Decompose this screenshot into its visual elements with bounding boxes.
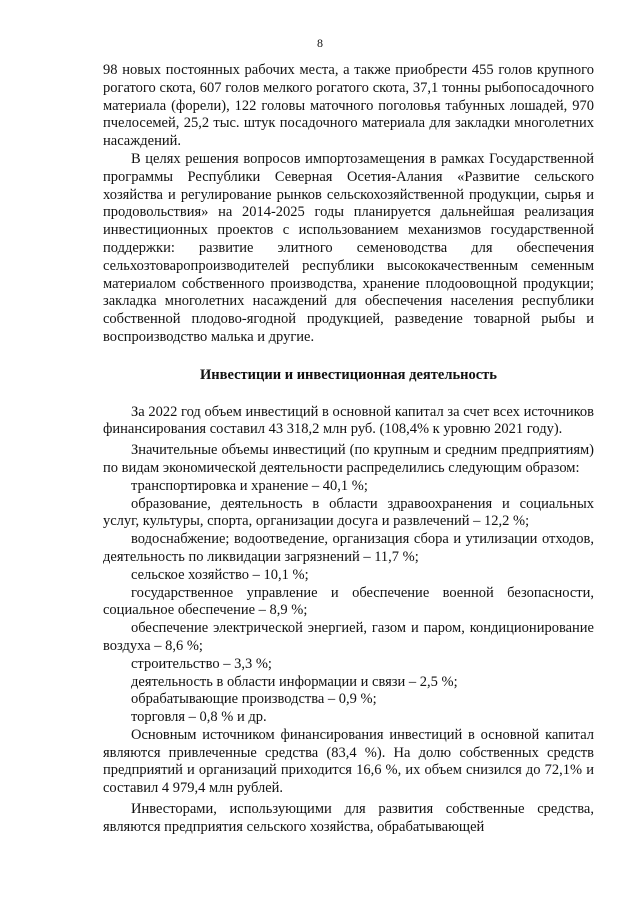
list-item: обеспечение электрической энергией, газом и паром, кондиционирование воздуха – 8,6 %; <box>103 620 594 654</box>
document-body <box>103 62 594 837</box>
paragraph-investors: Инвесторами, использующими для развития собственные средства, являются предприятия сельского хозяйства, обрабатывающей <box>103 801 594 835</box>
list-item: строительство – 3,3 %; <box>131 655 272 672</box>
paragraph-investment-volume: За 2022 год объем инвестиций в основной капитал за счет всех источников финансирования составил 43 318,2 млн руб. (108,4% к уровню 2021 году). <box>103 403 594 438</box>
list-item: деятельность в области информации и связи – 2,5 %; <box>131 673 458 690</box>
list-item: обрабатывающие производства – 0,9 %; <box>131 691 377 708</box>
list-item: транспортировка и хранение – 40,1 %; <box>131 477 368 494</box>
section-heading: Инвестиции и инвестиционная деятельность <box>200 366 497 383</box>
paragraph-import-substitution: В целях решения вопросов импортозамещения в рамках Государственной программы Республики Северная Осетия-Алания «Развитие сельского хозяйства и регулирование рынков сельскохозяйственной продукции, сырья и продовольствия» на 2014-2025 годы планируется дальнейшая реализация инвестиционных проектов с использованием механизмов государственной поддержки: развитие элитного семеноводства для обеспечения сельхозтоваропроизводителей республики высококачественным семенным материалом собственного производства, хранение плодоовощной продукции; закладка многолетних насаждений для обеспечения населения республики собственной плодово-ягодной продукцией, разведение товарной рыбы и воспроизводство малька и другие. <box>103 150 594 345</box>
list-item: государственное управление и обеспечение военной безопасности, социальное обеспечение – 8,9 %; <box>103 584 594 619</box>
list-item: сельское хозяйство – 10,1 %; <box>131 566 309 583</box>
list-item: водоснабжение; водоотведение, организация сбора и утилизации отходов, деятельность по ликвидации загрязнений – 11,7 %; <box>103 531 594 565</box>
paragraph-livestock-results: 98 новых постоянных рабочих места, а также приобрести 455 голов крупного рогатого скота, 607 голов мелкого рогатого скота, 37,1 тонны рыбопосадочного материала (форели), 122 головы маточного поголовья табунных лошадей, 970 пчелосемей, 25,2 тыс. штук посадочного материала для закладки многолетних насаждений. <box>103 62 594 150</box>
page-number: 8 <box>317 36 323 50</box>
paragraph-investment-distribution: Значительные объемы инвестиций (по крупным и средним предприятиям) по видам экономической деятельности распределились следующим образом: <box>103 442 594 476</box>
list-item: образование, деятельность в области здравоохранения и социальных услуг, культуры, спорта, организации досуга и развлечений – 12,2 %; <box>103 495 594 530</box>
paragraph-financing-sources: Основным источником финансирования инвестиций в основной капитал являются привлеченные средства (83,4 %). На долю собственных средств предприятий и организаций приходится 16,6 %, их объем снизился до 72,1% и составил 4 979,4 млн рублей. <box>103 726 594 797</box>
list-item: торговля – 0,8 % и др. <box>131 709 267 726</box>
